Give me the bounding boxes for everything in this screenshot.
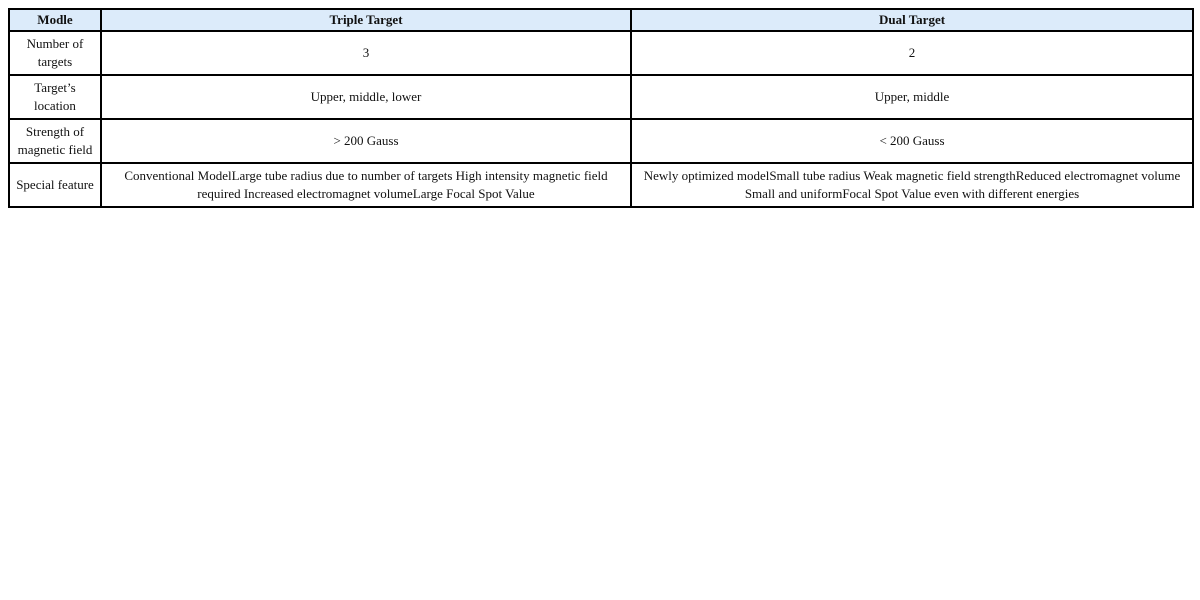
table-cell: 2 — [631, 31, 1193, 75]
comparison-table — [8, 8, 1194, 208]
row-label: Special feature — [9, 163, 101, 207]
header-row — [9, 9, 1193, 31]
table-row — [9, 31, 1193, 75]
comparison-table-container — [8, 8, 1192, 208]
table-cell: > 200 Gauss — [101, 119, 631, 163]
table-row — [9, 75, 1193, 119]
table-row — [9, 119, 1193, 163]
row-label: Strength of magnetic field — [9, 119, 101, 163]
table-cell: < 200 Gauss — [631, 119, 1193, 163]
row-label: Target’s location — [9, 75, 101, 119]
table-cell: Newly optimized modelSmall tube radius Weak magnetic field strengthReduced electromagnet volume Small and uniformFocal Spot Value even with different energies — [631, 163, 1193, 207]
table-cell: Upper, middle — [631, 75, 1193, 119]
table-cell: Upper, middle, lower — [101, 75, 631, 119]
header-cell-dual-target: Dual Target — [631, 9, 1193, 31]
header-cell-model: Modle — [9, 9, 101, 31]
header-cell-triple-target: Triple Target — [101, 9, 631, 31]
table-row — [9, 163, 1193, 207]
table-cell: 3 — [101, 31, 631, 75]
row-label: Number of targets — [9, 31, 101, 75]
table-cell: Conventional ModelLarge tube radius due to number of targets High intensity magnetic field required Increased electromagnet volumeLarge Focal Spot Value — [101, 163, 631, 207]
